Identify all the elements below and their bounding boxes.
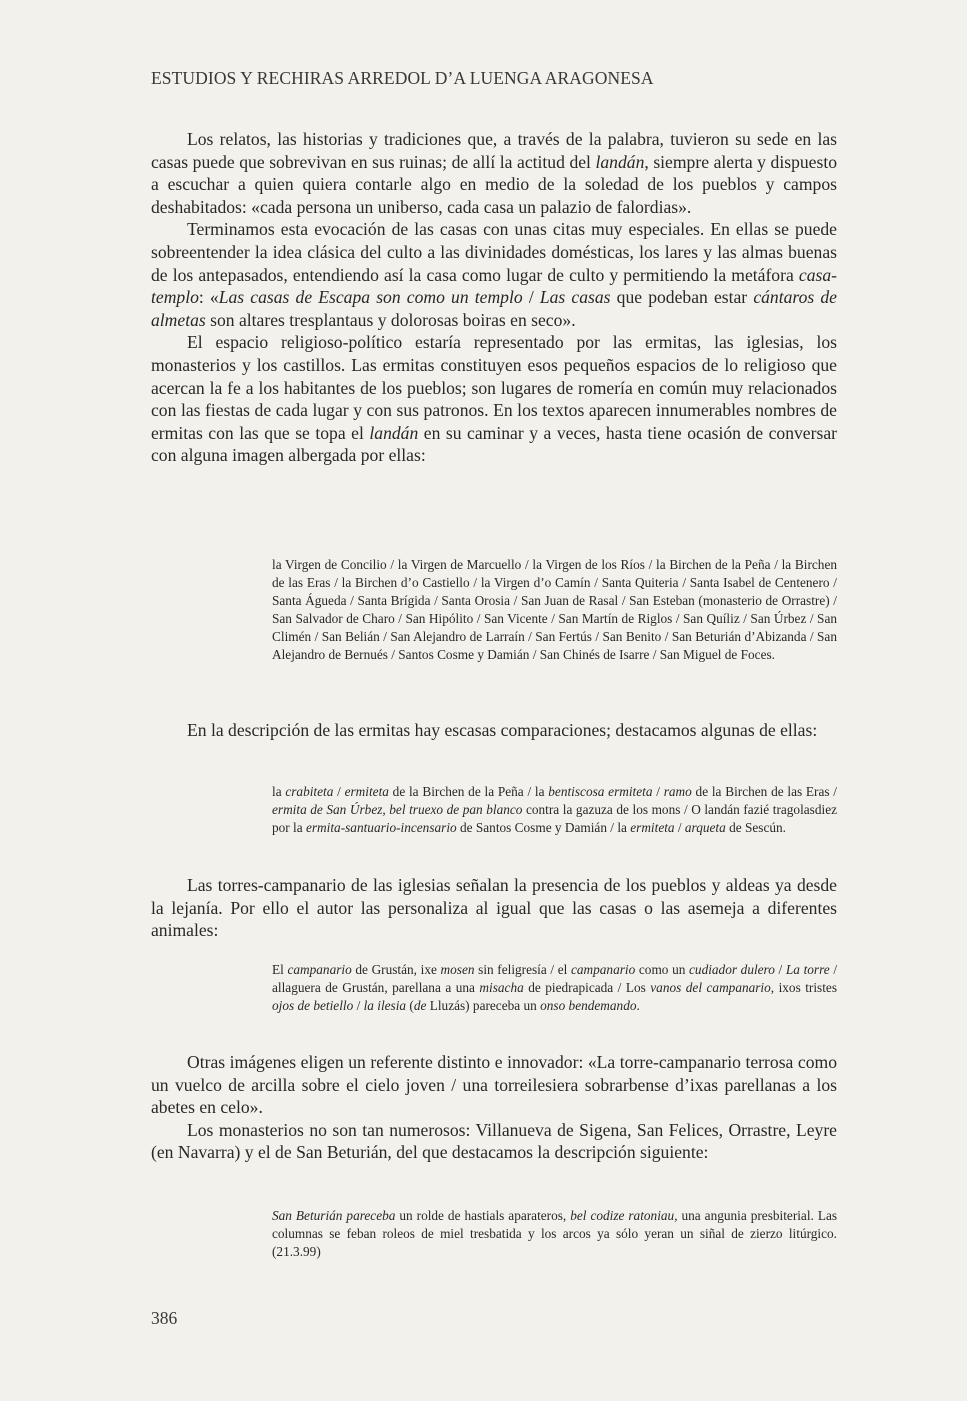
quote-ermitas-comparaciones: la crabiteta / ermiteta de la Birchen de la Peña / la bentiscosa ermiteta / ramo de la Birchen de las Eras / ermita de San Úrbez, bel truexo de pan blanco contra la gazuza de los mons / O landán fazié tragolasdiez por la ermita-santuario-incensario de Santos Cosme y Damián / la ermiteta / arqueta de Sescún. (272, 784, 837, 835)
body-section-comparaciones (151, 719, 837, 742)
paragraph-torres: Las torres-campanario de las iglesias señalan la presencia de los pueblos y aldeas ya desde la lejanía. Por ello el autor las personaliza al igual que las casas o las asemeja a diferentes animales: (151, 875, 837, 941)
quote-ermitas-list: la Virgen de Concilio / la Virgen de Marcuello / la Virgen de los Ríos / la Birchen de la Peña / la Birchen de las Eras / la Birchen d’o Castiello / la Virgen d’o Camín / Santa Quiteria / Santa Isabel de Centenero / Santa Águeda / Santa Brígida / Santa Orosia / San Juan de Rasal / San Esteban (monasterio de Orrastre) / San Salvador de Charo / San Hipólito / San Vicente / San Martín de Riglos / San Quíliz / San Úrbez / San Climén / San Belián / San Alejandro de Larraín / San Fertús / San Benito / San Beturián d’Abizanda / San Alejandro de Bernués / Santos Cosme y Damián / San Chinés de Isarre / San Miguel de Foces. (272, 557, 837, 662)
running-header: ESTUDIOS Y RECHIRAS ARREDOL D’A LUENGA ARAGONESA (151, 68, 654, 88)
paragraph-ermitas: El espacio religioso-político estaría representado por las ermitas, las iglesias, los monasterios y los castillos. Las ermitas constituyen esos pequeños espacios de lo religioso que acercan la fe a los habitantes de los pueblos; son lugares de romería en común muy relacionados con las fiestas de cada lugar y con sus patronos. En los textos aparecen innumerables nombres de ermitas con las que se topa el landán en su caminar y a veces, hasta tiene ocasión de conversar con alguna imagen albergada por ellas: (151, 332, 837, 466)
body-section-monasterios (151, 1051, 837, 1164)
page-number: 386 (151, 1308, 178, 1328)
quote-san-beturian: San Beturián pareceba un rolde de hastials aparateros, bel codize ratoniau, una angunia presbiterial. Las columnas se feban roleos de miel tresbatida y los arcos ya sólo yeran un siñal de zierzo litúrgico. (21.3.99) (272, 1208, 838, 1259)
paragraph-citas: Terminamos esta evocación de las casas con unas citas muy especiales. En ellas se puede sobreentender la idea clásica del culto a las divinidades domésticas, los lares y las almas buenas de los antepasados, entendiendo así la casa como lugar de culto y permitiendo la metáfora casa-templo: «Las casas de Escapa son como un templo / Las casas que podeban estar cántaros de almetas son altares tresplantaus y dolorosas boiras en seco». (151, 219, 837, 330)
paragraph-imagenes: Otras imágenes eligen un referente distinto e innovador: «La torre-campanario terrosa como un vuelco de arcilla sobre el cielo joven / una torreilesiera sobrarbense d’ixas parellanas a los abetes en celo». (151, 1052, 837, 1118)
paragraph-relatos: Los relatos, las historias y tradiciones que, a través de la palabra, tuvieron su sede en las casas puede que sobrevivan en sus ruinas; de allí la actitud del landán, siempre alerta y dispuesto a escuchar a quien quiera contarle algo en medio de la soledad de los pueblos y campos deshabitados: «cada persona un uniberso, cada casa un palazio de falordias». (151, 129, 838, 217)
body-section-casas (151, 128, 837, 467)
quote-campanarios: El campanario de Grustán, ixe mosen sin feligresía / el campanario como un cudiador dulero / La torre / allaguera de Grustán, parellana a una misacha de piedrapicada / Los vanos del campanario, ixos tristes ojos de betiello / la ilesia (de Lluzás) pareceba un onso bendemando. (272, 962, 838, 1013)
paragraph-monasterios: Los monasterios no son tan numerosos: Villanueva de Sigena, San Felices, Orrastre, Leyre (en Navarra) y el de San Beturián, del que destacamos la descripción siguiente: (151, 1119, 837, 1163)
body-section-torres (151, 874, 837, 942)
paragraph-comparaciones: En la descripción de las ermitas hay escasas comparaciones; destacamos algunas de ellas: (187, 720, 818, 740)
